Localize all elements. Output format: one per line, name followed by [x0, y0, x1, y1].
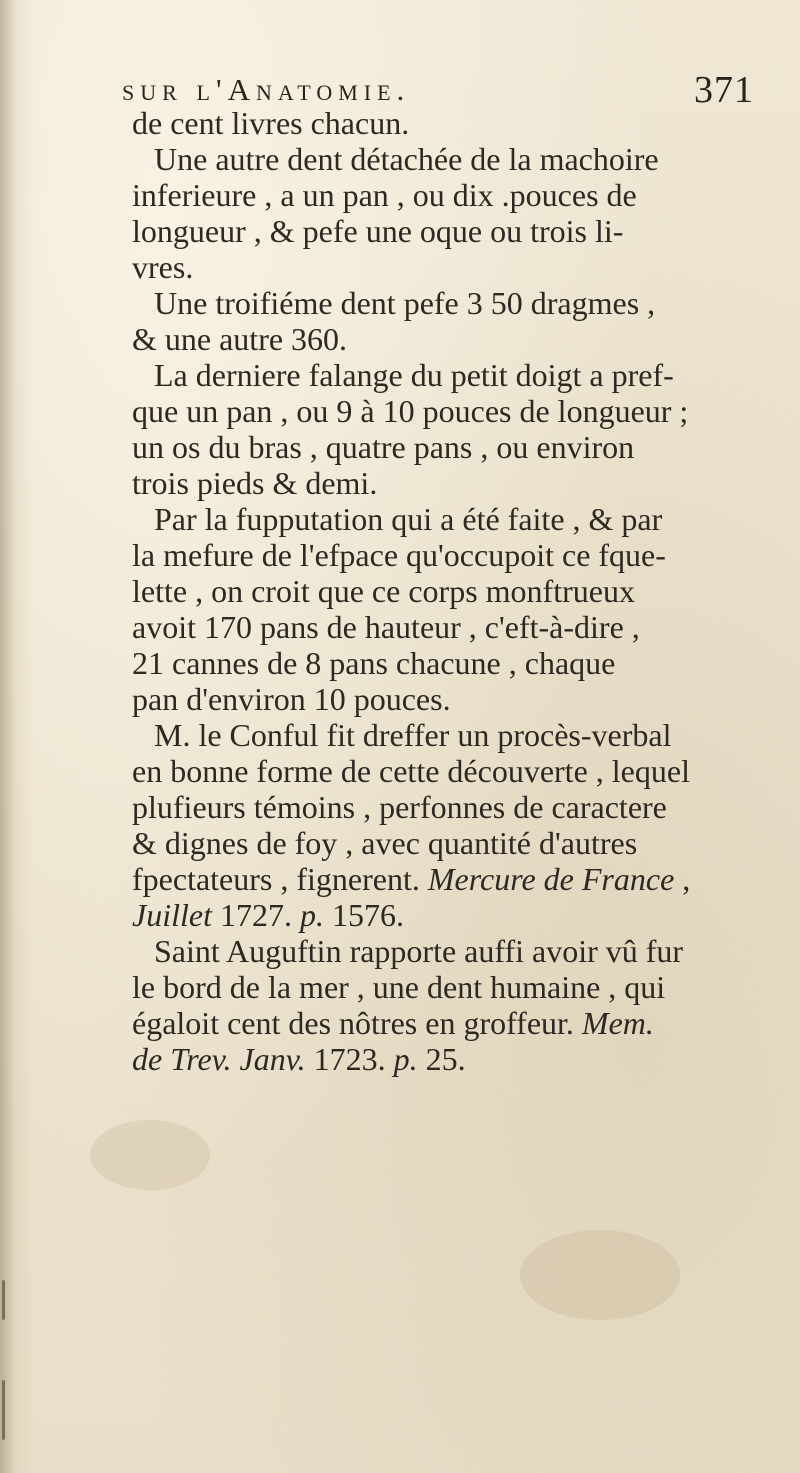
text-line: [154, 500, 800, 538]
line-text: égaloit cent des nôtres en groffeur.: [132, 1005, 582, 1041]
italic-text: Mercure de France: [427, 861, 675, 897]
italic-text: p.: [299, 897, 324, 933]
line-text: que un pan , ou 9 à 10 pouces de longueur ;: [132, 393, 689, 429]
text-line: [132, 392, 800, 430]
text-line: [154, 716, 800, 754]
text-line: [154, 140, 800, 178]
line-text: en bonne forme de cette découverte , lequel: [132, 753, 690, 789]
text-line: [132, 968, 800, 1006]
line-text: & une autre 360.: [132, 321, 348, 357]
line-text: fpectateurs , fignerent.: [132, 861, 428, 897]
line-text: trois pieds & demi.: [132, 465, 378, 501]
line-text: & dignes de foy , avec quantité d'autres: [132, 825, 638, 861]
running-title: sur l'Anatomie.: [122, 72, 411, 107]
text-line: [132, 788, 800, 826]
text-line: [132, 536, 800, 574]
line-text: Une troifiéme dent pefe 3 50 dragmes ,: [154, 285, 656, 321]
line-text: Saint Auguftin rapporte auffi avoir vû fur: [154, 933, 684, 969]
line-text: vres.: [132, 249, 194, 285]
line-text: Par la fupputation qui a été faite , & par: [154, 501, 663, 537]
line-text: 21 cannes de 8 pans chacune , chaque: [132, 645, 616, 681]
text-line: [132, 320, 800, 358]
line-text: avoit 170 pans de hauteur , c'eft-à-dire ,: [132, 609, 640, 645]
italic-text: p.: [393, 1041, 418, 1077]
italic-text: Mem.: [581, 1005, 654, 1041]
line-text: ,: [674, 861, 691, 897]
paper-stain: [520, 1230, 680, 1320]
text-line: [132, 752, 800, 790]
text-line: [154, 932, 800, 970]
line-text: M. le Conful fit dreffer un procès-verbal: [154, 717, 672, 753]
text-line: [132, 860, 800, 898]
text-line: [132, 248, 800, 286]
line-text: longueur , & pefe une oque ou trois li-: [132, 213, 624, 249]
text-line: [132, 428, 800, 466]
line-text: un os du bras , quatre pans , ou environ: [132, 429, 635, 465]
line-text: 1576.: [323, 897, 404, 933]
line-text: 25.: [417, 1041, 466, 1077]
text-line: [132, 644, 800, 682]
line-text: La derniere falange du petit doigt a pref-: [154, 357, 674, 393]
text-line: [154, 356, 800, 394]
text-line: [132, 824, 800, 862]
text-line: [132, 464, 800, 502]
italic-text: de Trev. Janv.: [132, 1041, 306, 1077]
text-line: [132, 680, 800, 718]
line-text: inferieure , a un pan , ou dix .pouces de: [132, 177, 637, 213]
text-line: [132, 212, 800, 250]
italic-text: Juillet: [132, 897, 212, 933]
page-gutter: [0, 0, 34, 1473]
text-line: [132, 104, 800, 142]
line-text: de cent livres chacun.: [132, 105, 410, 141]
line-text: Une autre dent détachée de la machoire: [154, 141, 659, 177]
page-number: 371: [694, 69, 754, 111]
paper-stain: [90, 1120, 210, 1190]
text-line: [132, 1040, 800, 1078]
line-text: le bord de la mer , une dent humaine , qui: [132, 969, 666, 1005]
text-line: [132, 608, 800, 646]
line-text: pan d'environ 10 pouces.: [132, 681, 451, 717]
text-line: [132, 896, 800, 934]
line-text: la mefure de l'efpace qu'occupoit ce fque-: [132, 537, 666, 573]
line-text: 1727.: [211, 897, 300, 933]
text-line: [132, 1004, 800, 1042]
gutter-mark: [2, 1280, 5, 1320]
line-text: 1723.: [305, 1041, 394, 1077]
text-line: [132, 176, 800, 214]
line-text: plufieurs témoins , perfonnes de caractere: [132, 789, 667, 825]
text-line: [132, 572, 800, 610]
text-line: [154, 284, 800, 322]
gutter-mark: [2, 1380, 5, 1440]
line-text: lette , on croit que ce corps monftrueux: [132, 573, 635, 609]
